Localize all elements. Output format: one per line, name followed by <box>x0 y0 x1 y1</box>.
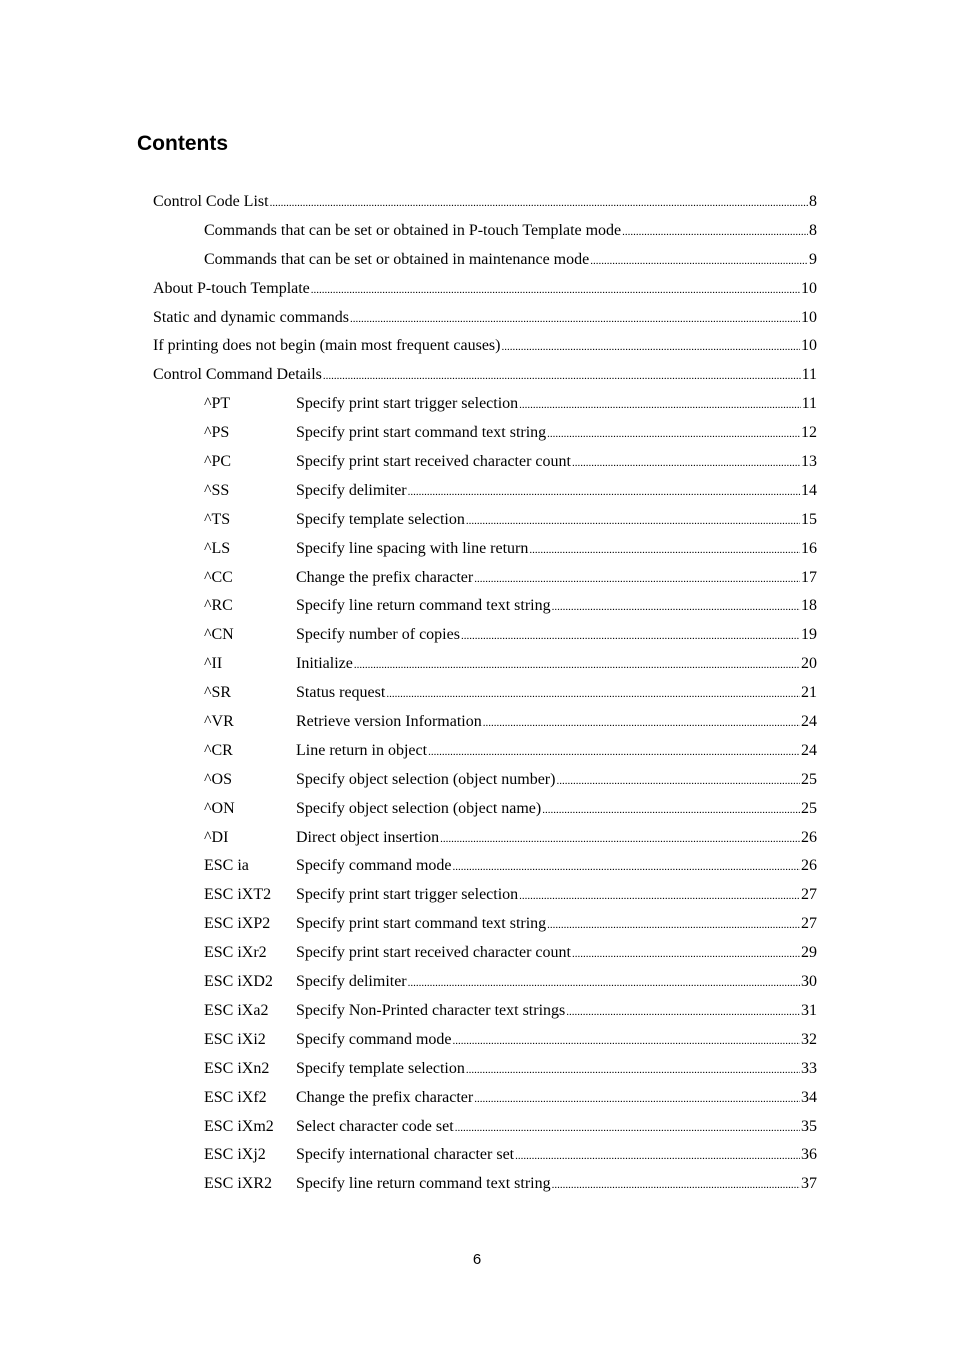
dot-leader <box>474 564 800 594</box>
toc-entry-page: 15 <box>801 510 817 528</box>
toc-entry-page: 18 <box>801 597 817 615</box>
toc-entry-page: 36 <box>801 1146 817 1164</box>
toc-entry-label: About P-touch Template <box>153 279 310 297</box>
dot-leader <box>556 766 800 796</box>
toc-entry-page: 30 <box>801 973 817 991</box>
toc-entry-label: Specify template selection <box>296 510 465 528</box>
toc-entry[interactable] <box>0 1141 817 1170</box>
toc-entry-command: ^ON <box>204 799 235 817</box>
dot-leader <box>552 592 800 622</box>
toc-entry[interactable] <box>0 448 817 477</box>
toc-entry-page: 11 <box>801 366 817 384</box>
toc-entry-command: ESC ia <box>204 857 249 875</box>
toc-entry[interactable] <box>0 824 817 853</box>
toc-entry-label: Status request <box>296 684 386 702</box>
toc-entry-page: 19 <box>801 626 817 644</box>
toc-entry-page: 37 <box>801 1175 817 1193</box>
toc-entry-page: 9 <box>809 250 817 268</box>
toc-entry-command: ESC iXa2 <box>204 1001 269 1019</box>
toc-entry[interactable] <box>0 1026 817 1055</box>
dot-leader <box>501 332 800 362</box>
dot-leader <box>466 506 800 536</box>
toc-entry-page: 8 <box>809 221 817 239</box>
toc-entry-label: Specify object selection (object name) <box>296 799 542 817</box>
toc-entry[interactable] <box>0 679 817 708</box>
dot-leader <box>386 679 800 709</box>
toc-entry-label: Specify print start command text string <box>296 915 547 933</box>
toc-entry[interactable] <box>0 1084 817 1113</box>
dot-leader <box>453 1026 800 1056</box>
toc-entry[interactable] <box>0 506 817 535</box>
toc-entry-label: Change the prefix character <box>296 1088 474 1106</box>
dot-leader <box>547 910 800 940</box>
toc-entry-label: Direct object insertion <box>296 828 440 846</box>
toc-entry-command: ESC iXR2 <box>204 1175 273 1193</box>
toc-entry[interactable] <box>0 535 817 564</box>
toc-entry-page: 32 <box>801 1030 817 1048</box>
toc-entry-page: 24 <box>801 741 817 759</box>
toc-entry[interactable] <box>0 708 817 737</box>
dot-leader <box>440 824 800 854</box>
toc-entry[interactable] <box>0 592 817 621</box>
toc-entry-page: 8 <box>809 193 817 210</box>
toc-entry-label: Select character code set <box>296 1117 454 1135</box>
toc-entry-command: ESC iXP2 <box>204 915 271 933</box>
toc-entry-page: 34 <box>801 1088 817 1106</box>
dot-leader <box>408 477 800 507</box>
toc-entry-page: 33 <box>801 1059 817 1077</box>
dot-leader <box>453 852 800 882</box>
toc-entry-label: Commands that can be set or obtained in maintenance mode <box>204 250 590 268</box>
toc-entry-command: ^RC <box>204 597 233 615</box>
toc-entry[interactable] <box>0 795 817 824</box>
toc-entry-page: 21 <box>801 684 817 702</box>
toc-entry-page: 16 <box>801 539 817 557</box>
dot-leader <box>483 708 800 738</box>
toc-entry-command: ESC iXf2 <box>204 1088 267 1106</box>
dot-leader <box>350 304 800 334</box>
toc-entry-label: Specify print start trigger selection <box>296 395 519 413</box>
toc-entry-command: ^OS <box>204 770 232 788</box>
dot-leader <box>590 246 808 276</box>
toc-entry-label: Commands that can be set or obtained in P-touch Template mode <box>204 221 622 239</box>
toc-entry-label: Initialize <box>296 655 353 673</box>
toc-entry-command: ^PC <box>204 453 232 471</box>
toc-entry[interactable] <box>0 621 817 650</box>
toc-entry-command: ^PS <box>204 424 230 442</box>
dot-leader <box>354 650 800 680</box>
toc-entry-page: 31 <box>801 1001 817 1019</box>
toc-entry-page: 10 <box>801 337 817 355</box>
toc-entry-label: Specify Non-Printed character text strings <box>296 1001 566 1019</box>
toc-entry[interactable] <box>0 477 817 506</box>
toc-entry-page: 26 <box>801 857 817 875</box>
toc-entry-command: ^CC <box>204 568 233 586</box>
toc-entry-label: Retrieve version Information <box>296 713 482 731</box>
toc-entry-command: ^LS <box>204 539 231 557</box>
toc-entry[interactable] <box>0 246 817 275</box>
toc-entry-page: 27 <box>801 886 817 904</box>
toc-entry-command: ^CR <box>204 741 233 759</box>
page-title: Contents <box>137 132 228 155</box>
dot-leader <box>428 737 800 767</box>
toc-entry-command: ^CN <box>204 626 234 644</box>
dot-leader <box>529 535 800 565</box>
dot-leader <box>547 419 800 449</box>
toc-entry-page: 14 <box>801 481 817 499</box>
dot-leader <box>461 621 800 651</box>
toc-entry-page: 17 <box>801 568 817 586</box>
toc-entry[interactable] <box>0 737 817 766</box>
toc-entry[interactable] <box>0 361 817 390</box>
toc-entry-label: Specify international character set <box>296 1146 515 1164</box>
toc-entry-command: ESC iXT2 <box>204 886 272 904</box>
toc-entry-label: Specify print start received character count <box>296 944 571 962</box>
toc-entry[interactable] <box>0 188 817 217</box>
toc-entry-page: 11 <box>801 395 817 413</box>
toc-entry-page: 35 <box>801 1117 817 1135</box>
dot-leader <box>572 939 800 969</box>
dot-leader <box>542 795 800 825</box>
toc-entry-label: Specify line return command text string <box>296 1175 551 1193</box>
dot-leader <box>323 361 801 391</box>
toc-entry-command: ^VR <box>204 713 234 731</box>
toc-entry-page: 24 <box>801 713 817 731</box>
toc-entry[interactable] <box>0 852 817 881</box>
toc-entry-page: 29 <box>801 944 817 962</box>
toc-entry-command: ^TS <box>204 510 231 528</box>
toc-entry-page: 13 <box>801 453 817 471</box>
dot-leader <box>552 1170 800 1200</box>
toc-entry-page: 10 <box>801 308 817 326</box>
dot-leader <box>270 188 808 218</box>
dot-leader <box>311 275 800 305</box>
dot-leader <box>519 390 800 420</box>
toc-entry-label: Specify print start command text string <box>296 424 547 442</box>
toc-entry-command: ESC iXD2 <box>204 973 273 991</box>
toc-entry-command: ESC iXj2 <box>204 1146 266 1164</box>
toc-entry-label: Control Code List <box>153 193 269 210</box>
table-of-contents <box>0 188 954 1199</box>
toc-entry[interactable] <box>0 217 817 246</box>
toc-entry[interactable] <box>0 1055 817 1084</box>
toc-entry[interactable] <box>0 564 817 593</box>
dot-leader <box>622 217 808 247</box>
toc-entry-command: ^SS <box>204 481 230 499</box>
dot-leader <box>455 1113 800 1143</box>
toc-entry-command: ESC iXr2 <box>204 944 267 962</box>
toc-entry-label: If printing does not begin (main most frequent causes) <box>153 337 501 355</box>
page-number: 6 <box>472 1251 482 1268</box>
toc-entry[interactable] <box>0 390 817 419</box>
toc-entry-label: Specify template selection <box>296 1059 465 1077</box>
toc-entry-command: ^PT <box>204 395 231 413</box>
toc-entry-label: Line return in object <box>296 741 428 759</box>
dot-leader <box>466 1055 800 1085</box>
toc-entry-page: 27 <box>801 915 817 933</box>
toc-entry-label: Specify object selection (object number) <box>296 770 556 788</box>
toc-entry-page: 12 <box>801 424 817 442</box>
toc-entry-page: 25 <box>801 799 817 817</box>
toc-entry-command: ^SR <box>204 684 232 702</box>
toc-entry[interactable] <box>0 997 817 1026</box>
toc-entry-command: ESC iXi2 <box>204 1030 266 1048</box>
toc-entry[interactable] <box>0 939 817 968</box>
dot-leader <box>566 997 800 1027</box>
dot-leader <box>515 1141 800 1171</box>
dot-leader <box>408 968 800 998</box>
toc-entry[interactable] <box>0 304 817 333</box>
toc-entry[interactable] <box>0 766 817 795</box>
toc-entry-page: 10 <box>801 279 817 297</box>
toc-entry-label: Change the prefix character <box>296 568 474 586</box>
toc-entry-page: 26 <box>801 828 817 846</box>
toc-entry-label: Specify print start received character count <box>296 453 571 471</box>
toc-entry[interactable] <box>0 910 817 939</box>
toc-entry[interactable] <box>0 1113 817 1142</box>
toc-entry-label: Static and dynamic commands <box>153 308 349 326</box>
toc-entry-label: Specify delimiter <box>296 973 407 991</box>
toc-entry-label: Control Command Details <box>153 366 322 384</box>
toc-entry-command: ^II <box>204 655 223 673</box>
toc-entry-label: Specify print start trigger selection <box>296 886 519 904</box>
toc-entry-label: Specify delimiter <box>296 481 407 499</box>
toc-entry[interactable] <box>0 968 817 997</box>
toc-entry-command: ESC iXn2 <box>204 1059 270 1077</box>
dot-leader <box>519 881 800 911</box>
toc-entry-command: ^DI <box>204 828 229 846</box>
toc-entry-label: Specify number of copies <box>296 626 460 644</box>
toc-entry[interactable] <box>0 881 817 910</box>
toc-entry[interactable] <box>0 332 817 361</box>
toc-entry[interactable] <box>0 650 817 679</box>
toc-entry-command: ESC iXm2 <box>204 1117 274 1135</box>
toc-entry-label: Specify command mode <box>296 1030 452 1048</box>
toc-entry-label: Specify command mode <box>296 857 452 875</box>
toc-entry-page: 25 <box>801 770 817 788</box>
dot-leader <box>572 448 800 478</box>
toc-entry[interactable] <box>0 419 817 448</box>
toc-entry-page: 20 <box>801 655 817 673</box>
toc-entry-label: Specify line return command text string <box>296 597 551 615</box>
toc-entry-label: Specify line spacing with line return <box>296 539 529 557</box>
toc-entry[interactable] <box>0 275 817 304</box>
dot-leader <box>474 1084 800 1114</box>
toc-entry[interactable] <box>0 1170 817 1199</box>
